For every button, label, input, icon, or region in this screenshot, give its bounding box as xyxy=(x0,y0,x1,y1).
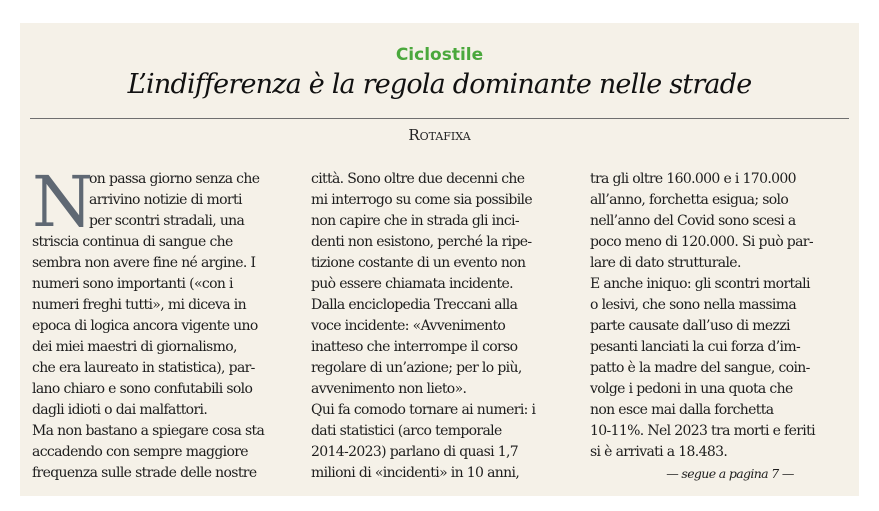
article-column-1 xyxy=(32,161,294,484)
text-line: accadendo con sempre maggiore xyxy=(32,444,248,460)
text-line: numeri freghi tutti», mi diceva in xyxy=(32,297,246,313)
text-line: patto è la madre del sangue, coin- xyxy=(590,360,810,376)
text-line: per scontri stradali, una xyxy=(89,213,245,229)
text-line: 10-11%. Nel 2023 tra morti e feriti xyxy=(590,423,815,439)
text-line: lare di dato strutturale. xyxy=(590,255,741,271)
text-line: regolare di un’azione; per lo più, xyxy=(311,360,522,376)
headline-divider xyxy=(30,118,849,119)
text-line: si è arrivati a 18.483. xyxy=(590,444,728,460)
text-line: Qui fa comodo tornare ai numeri: i xyxy=(311,402,536,418)
newspaper-clipping xyxy=(20,23,859,496)
text-line: frequenza sulle strade delle nostre xyxy=(32,465,257,481)
text-line: epoca di logica ancora vigente uno xyxy=(32,318,258,334)
text-line: sembra non avere fine né argine. I xyxy=(32,255,256,271)
text-line: mi interrogo su come sia possibile xyxy=(311,192,532,208)
section-rubric: Ciclostile xyxy=(395,45,484,65)
text-line: tra gli oltre 160.000 e i 170.000 xyxy=(590,171,796,187)
text-line: tizione costante di un evento non xyxy=(311,255,526,271)
text-line: pesanti lanciati la cui forza d’im- xyxy=(590,339,801,355)
text-line: arrivino notizie di morti xyxy=(89,192,242,208)
drop-cap: N xyxy=(32,161,94,243)
text-line: Dalla enciclopedia Treccani alla xyxy=(311,297,518,313)
text-line: numeri sono importanti («con i xyxy=(32,276,233,292)
text-line: dati statistici (arco temporale xyxy=(311,423,502,439)
text-line: avvenimento non lieto». xyxy=(311,381,467,397)
text-line: milioni di «incidenti» in 10 anni, xyxy=(311,465,520,481)
continuation-note: — segue a pagina 7 — xyxy=(666,466,794,481)
author-byline: Rotafixa xyxy=(408,126,471,144)
text-line: dagli idioti o dai malfattori. xyxy=(32,402,208,418)
article-column-2 xyxy=(311,169,571,484)
text-line: che era laureato in statistica), par- xyxy=(32,360,255,376)
text-line: inatteso che interrompe il corso xyxy=(311,339,518,355)
text-line: o lesivi, che sono nella massima xyxy=(590,297,797,313)
text-line: E anche iniquo: gli scontri mortali xyxy=(590,276,810,292)
text-line: parte causate dall’uso di mezzi xyxy=(590,318,790,334)
text-line: 2014-2023) parlano di quasi 1,7 xyxy=(311,444,519,460)
text-line: non esce mai dalla forchetta xyxy=(590,402,774,418)
text-line: nell’anno del Covid sono scesi a xyxy=(590,213,796,229)
text-line: Ma non bastano a spiegare cosa sta xyxy=(32,423,265,439)
text-line: dei miei maestri di giornalismo, xyxy=(32,339,237,355)
text-line: denti non esistono, perché la ripe- xyxy=(311,234,532,250)
text-line: all’anno, forchetta esigua; solo xyxy=(590,192,789,208)
text-line: non capire che in strada gli inci- xyxy=(311,213,519,229)
article-headline: L’indifferenza è la regola dominante nelle strade xyxy=(127,69,752,100)
text-line: striscia continua di sangue che xyxy=(32,234,233,250)
text-line: poco meno di 120.000. Si può par- xyxy=(590,234,813,250)
text-line: volge i pedoni in una quota che xyxy=(590,381,793,397)
text-line: on passa giorno senza che xyxy=(89,171,260,187)
text-line: voce incidente: «Avvenimento xyxy=(311,318,506,334)
text-line: può essere chiamata incidente. xyxy=(311,276,513,292)
text-line: città. Sono oltre due decenni che xyxy=(311,171,525,187)
article-column-3 xyxy=(590,169,852,484)
text-line: lano chiaro e sono confutabili solo xyxy=(32,381,253,397)
